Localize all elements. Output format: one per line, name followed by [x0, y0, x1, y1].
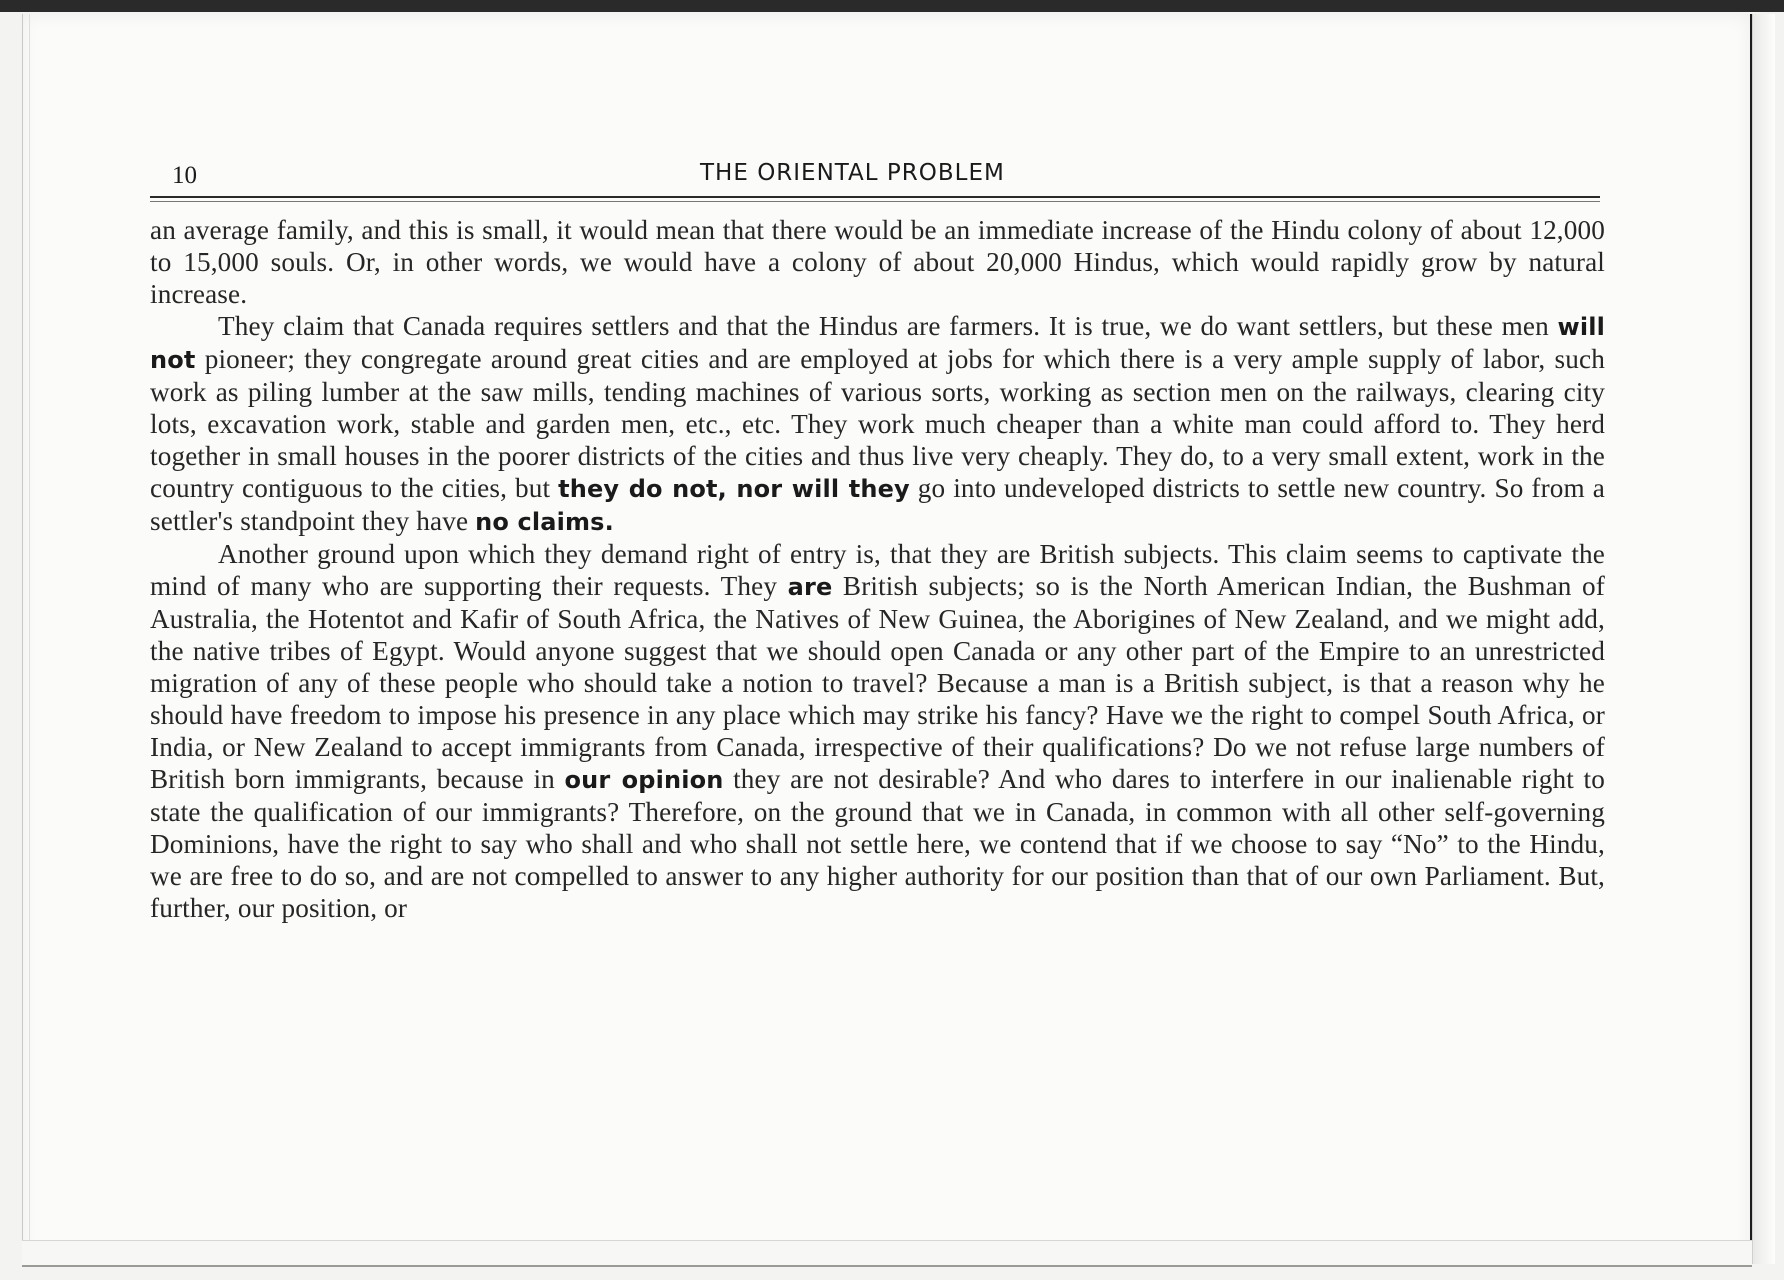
- text-run: They claim that Canada requires settlers and that the Hindus are farmers. It is true, we do want settlers, but these men: [218, 311, 1558, 341]
- text-run: British subjects; so is the North American Indian, the Bushman of Australia, the Hotentot and Kafir of South Africa, the Natives of New Guinea, the Aborigines of New Zealand, and we might add, the native tribes of Egypt. Would anyone suggest that we should open Canada or any other part of the Empire to an unrestricted migration of any of these people who should take a notion to travel? Because a man is a British subject, is that a reason why he should have freedom to impose his presence in any place which may strike his fancy? Have we the right to compel South Africa, or India, or New Zealand to accept immigrants from Canada, irrespective of their qualifications? Do we not refuse large numbers of British born immigrants, because in: [150, 571, 1605, 794]
- page-bottom-edge: [22, 1240, 1752, 1267]
- body-text: [150, 214, 1605, 924]
- header-rule-thin: [150, 201, 1600, 202]
- page-number: 10: [172, 162, 197, 189]
- paragraph: [150, 538, 1605, 924]
- text-run: an average family, and this is small, it would mean that there would be an immediate increase of the Hindu colony of about 12,000 to 15,000 souls. Or, in other words, we would have a colony of about 20,000 Hindus, which would rapidly grow by natural increase.: [150, 215, 1605, 309]
- adjacent-page-edge: [1752, 14, 1775, 1264]
- scanner-top-border: [0, 0, 1784, 12]
- text-run: they are not desirable? And who dares to interfere in our inalienable right to state the qualification of our immigrants? Therefore, on the ground that we in Canada, in common with all other self-governing Dominions, have the right to say who shall and who shall not settle here, we contend that if we choose to say “No” to the Hindu, we are free to do so, and are not compelled to answer to any higher authority for our position than that of our own Parliament. But, further, our position, or: [150, 764, 1605, 923]
- text-run: Another ground upon which they demand right of entry is, that they are British subjects. This claim seems to captivate the mind of many who are supporting their requests. They: [150, 539, 1605, 601]
- page-header: [150, 162, 1600, 192]
- bold-text: they do not, nor will they: [558, 475, 910, 503]
- text-run: go into undeveloped districts to settle new country. So from a settler's standpoint they have: [150, 473, 1606, 536]
- paragraph: [150, 214, 1605, 310]
- bold-text: will not: [150, 313, 1605, 374]
- bold-text: no claims.: [475, 508, 614, 536]
- paragraph: [150, 310, 1605, 538]
- running-title: THE ORIENTAL PROBLEM: [700, 160, 1005, 186]
- page-left-edge: [22, 14, 30, 1262]
- bold-text: are: [787, 573, 833, 601]
- text-run: pioneer; they congregate around great cities and are employed at jobs for which there is a very ample supply of labor, such work as piling lumber at the saw mills, tending machines of various sorts, working as section men on the railways, clearing city lots, excavation work, stable and garden men, etc., etc. They work much cheaper than a white man could afford to. They herd together in small houses in the poorer districts of the cities and thus live very cheaply. They do, to a very small extent, work in the country contiguous to the cities, but: [150, 344, 1605, 503]
- bold-text: our opinion: [564, 766, 724, 794]
- header-rule: [150, 196, 1600, 198]
